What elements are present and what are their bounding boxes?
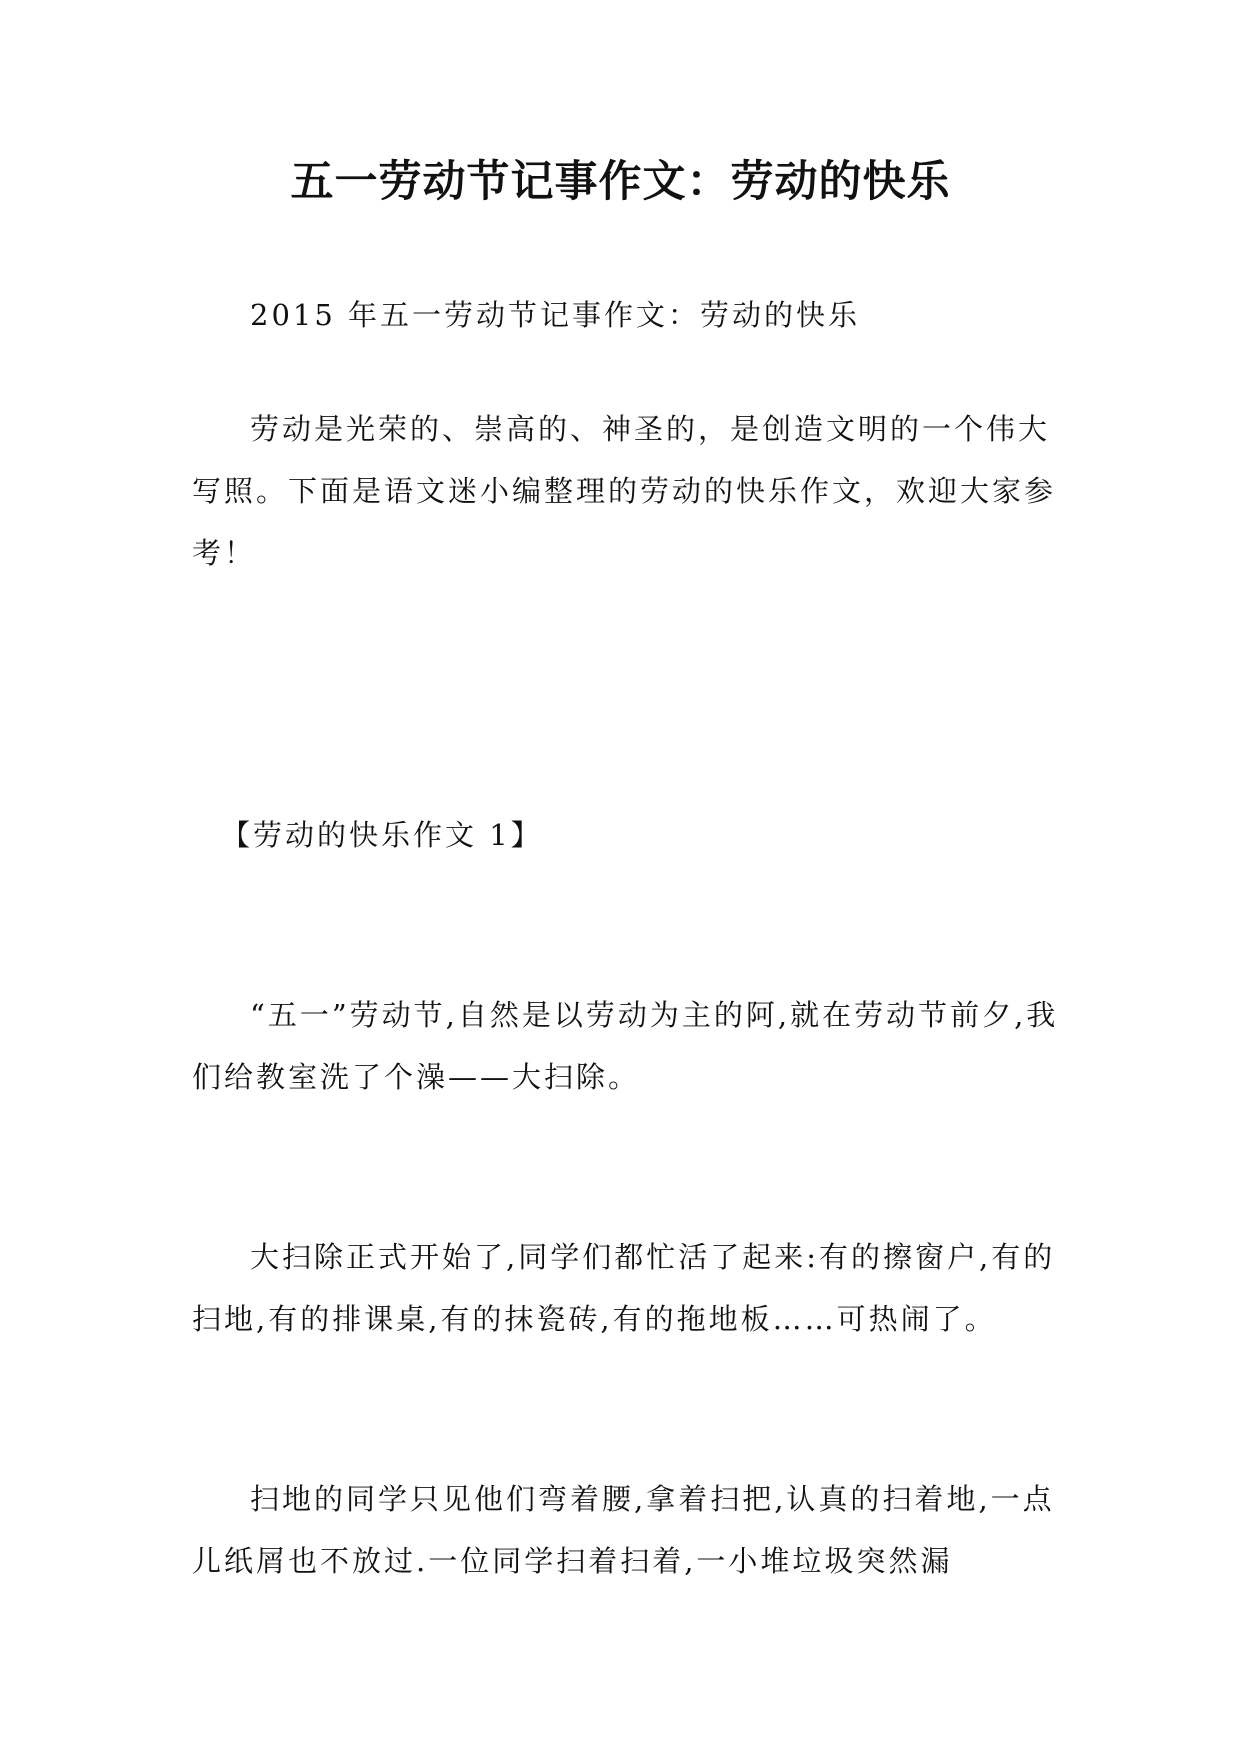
- body-paragraph-1: “五一”劳动节,自然是以劳动为主的阿,就在劳动节前夕,我们给教室洗了个澡——大扫除。: [192, 998, 1059, 1094]
- document-subtitle: 2015 年五一劳动节记事作文：劳动的快乐: [250, 298, 861, 332]
- body-paragraph-2: 大扫除正式开始了,同学们都忙活了起来:有的擦窗户,有的扫地,有的排课桌,有的抹瓷砖,有的拖地板……可热闹了。: [192, 1240, 1056, 1336]
- section-heading: 【劳动的快乐作文 1】: [221, 818, 543, 852]
- body-paragraph-3: 扫地的同学只见他们弯着腰,拿着扫把,认真的扫着地,一点儿纸屑也不放过.一位同学扫着扫着,一小堆垃圾突然漏: [192, 1482, 1055, 1578]
- intro-paragraph: 劳动是光荣的、崇高的、神圣的，是创造文明的一个伟大写照。下面是语文迷小编整理的劳动的快乐作文，欢迎大家参考！: [192, 412, 1057, 570]
- document-title: 五一劳动节记事作文：劳动的快乐: [290, 157, 951, 207]
